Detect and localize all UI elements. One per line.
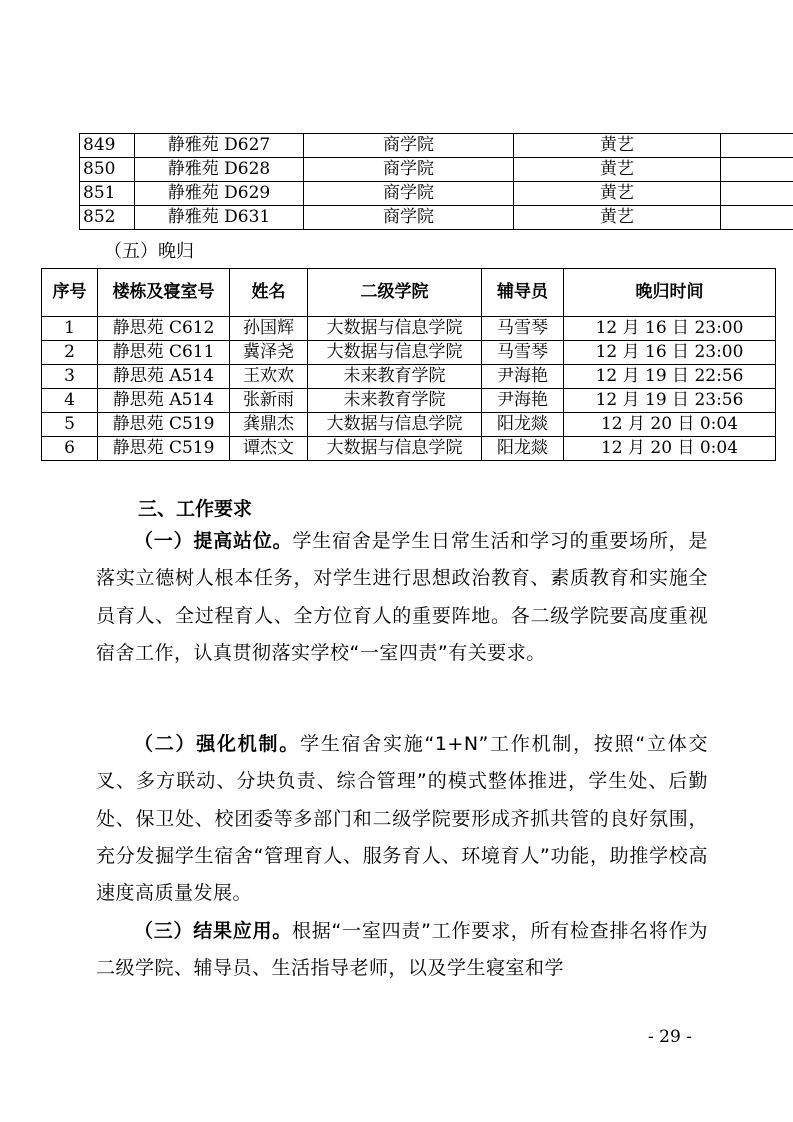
table-cell (721, 134, 793, 158)
table-cell: 6 (42, 437, 98, 461)
table-cell: 静思苑 A514 (98, 365, 230, 389)
table-row (42, 317, 776, 341)
paragraph-lead: （三）结果应用。 (134, 920, 293, 942)
table-cell: 商学院 (304, 182, 514, 206)
table-cell: 12 月 16 日 23:00 (564, 317, 776, 341)
table-cell: 5 (42, 413, 98, 437)
table-cell: 阳龙燚 (482, 413, 564, 437)
table-cell: 阳龙燚 (482, 437, 564, 461)
table-cell (721, 206, 793, 230)
table-cell (721, 182, 793, 206)
table-cell: 851 (80, 182, 135, 206)
column-header: 辅导员 (482, 269, 564, 317)
table-cell: 静雅苑 D628 (135, 158, 304, 182)
table-cell: 静思苑 C611 (98, 341, 230, 365)
table-cell: 张新雨 (230, 389, 308, 413)
table-cell: 850 (80, 158, 135, 182)
table-cell: 马雪琴 (482, 341, 564, 365)
table-cell: 1 (42, 317, 98, 341)
column-header: 楼栋及寝室号 (98, 269, 230, 317)
table-cell: 孙国辉 (230, 317, 308, 341)
table-row (42, 437, 776, 461)
table-cell: 马雪琴 (482, 317, 564, 341)
section-heading-work-requirements: 三、工作要求 (138, 498, 253, 520)
dorm-check-table-continued (79, 133, 793, 230)
table-cell: 静雅苑 D631 (135, 206, 304, 230)
table-cell: 黄艺 (514, 206, 721, 230)
table-row (42, 389, 776, 413)
table-cell: 12 月 19 日 23:56 (564, 389, 776, 413)
table-cell: 大数据与信息学院 (308, 341, 482, 365)
table-cell: 静雅苑 D629 (135, 182, 304, 206)
table-cell: 3 (42, 365, 98, 389)
table-header-row (42, 269, 776, 317)
column-header: 序号 (42, 269, 98, 317)
table-cell: 王欢欢 (230, 365, 308, 389)
table-cell: 2 (42, 341, 98, 365)
table-cell: 静思苑 C519 (98, 437, 230, 461)
table-cell: 黄艺 (514, 134, 721, 158)
table-cell: 大数据与信息学院 (308, 317, 482, 341)
table-cell: 商学院 (304, 158, 514, 182)
paragraph-lead: （一）提高站位。 (134, 530, 293, 552)
table-cell: 冀泽尧 (230, 341, 308, 365)
table-row (80, 182, 793, 206)
paragraph-raise-position (96, 523, 708, 672)
table-cell: 静思苑 A514 (98, 389, 230, 413)
table-cell: 商学院 (304, 206, 514, 230)
table-row (42, 365, 776, 389)
column-header: 姓名 (230, 269, 308, 317)
table-row (42, 413, 776, 437)
table-cell: 商学院 (304, 134, 514, 158)
table-cell: 4 (42, 389, 98, 413)
paragraph-body: 学生宿舍实施“1+N”工作机制，按照“立体交叉、多方联动、分块负责、综合管理”的模式整体推进，学生处、后勤处、保卫处、校团委等多部门和二级学院要形成齐抓共管的良好氛围，充分发掘学生宿舍“管理育人、服务育人、环境育人”功能，助推学校高速度高质量发展。 (96, 733, 708, 905)
table-cell: 静思苑 C612 (98, 317, 230, 341)
paragraph-lead: （二）强化机制。 (134, 733, 300, 755)
paragraph-body: 根据“一室四责”工作要求，所有检查排名将作为二级学院、辅导员、生活指导老师，以及学生寝室和学 (96, 920, 708, 980)
table-cell: 852 (80, 206, 135, 230)
paragraph-body: 学生宿舍是学生日常生活和学习的重要场所，是落实立德树人根本任务，对学生进行思想政治教育、素质教育和实施全员育人、全过程育人、全方位育人的重要阵地。各二级学院要高度重视宿舍工作，认真贯彻落实学校“一室四责”有关要求。 (96, 530, 708, 664)
column-header: 晚归时间 (564, 269, 776, 317)
column-header: 二级学院 (308, 269, 482, 317)
table-row (80, 134, 793, 158)
section-heading-late-return: （五）晚归 (104, 241, 194, 262)
table-cell: 未来教育学院 (308, 365, 482, 389)
table-row (80, 158, 793, 182)
table-cell: 黄艺 (514, 158, 721, 182)
late-return-table (41, 268, 776, 461)
table-cell: 12 月 16 日 23:00 (564, 341, 776, 365)
table-cell: 静雅苑 D627 (135, 134, 304, 158)
table-cell: 849 (80, 134, 135, 158)
paragraph-result-application (96, 913, 708, 988)
table-cell: 12 月 20 日 0:04 (564, 437, 776, 461)
table-cell: 龚鼎杰 (230, 413, 308, 437)
table-cell: 未来教育学院 (308, 389, 482, 413)
table-cell: 静思苑 C519 (98, 413, 230, 437)
table-row (42, 341, 776, 365)
page-number: - 29 - (648, 1027, 692, 1047)
table-cell: 12 月 20 日 0:04 (564, 413, 776, 437)
table-cell: 尹海艳 (482, 389, 564, 413)
paragraph-strengthen-mechanism (96, 726, 708, 912)
table-cell: 12 月 19 日 22:56 (564, 365, 776, 389)
table-cell: 谭杰文 (230, 437, 308, 461)
table-cell: 黄艺 (514, 182, 721, 206)
table-cell: 尹海艳 (482, 365, 564, 389)
table-row (80, 206, 793, 230)
table-cell: 大数据与信息学院 (308, 413, 482, 437)
table-cell (721, 158, 793, 182)
table-cell: 大数据与信息学院 (308, 437, 482, 461)
